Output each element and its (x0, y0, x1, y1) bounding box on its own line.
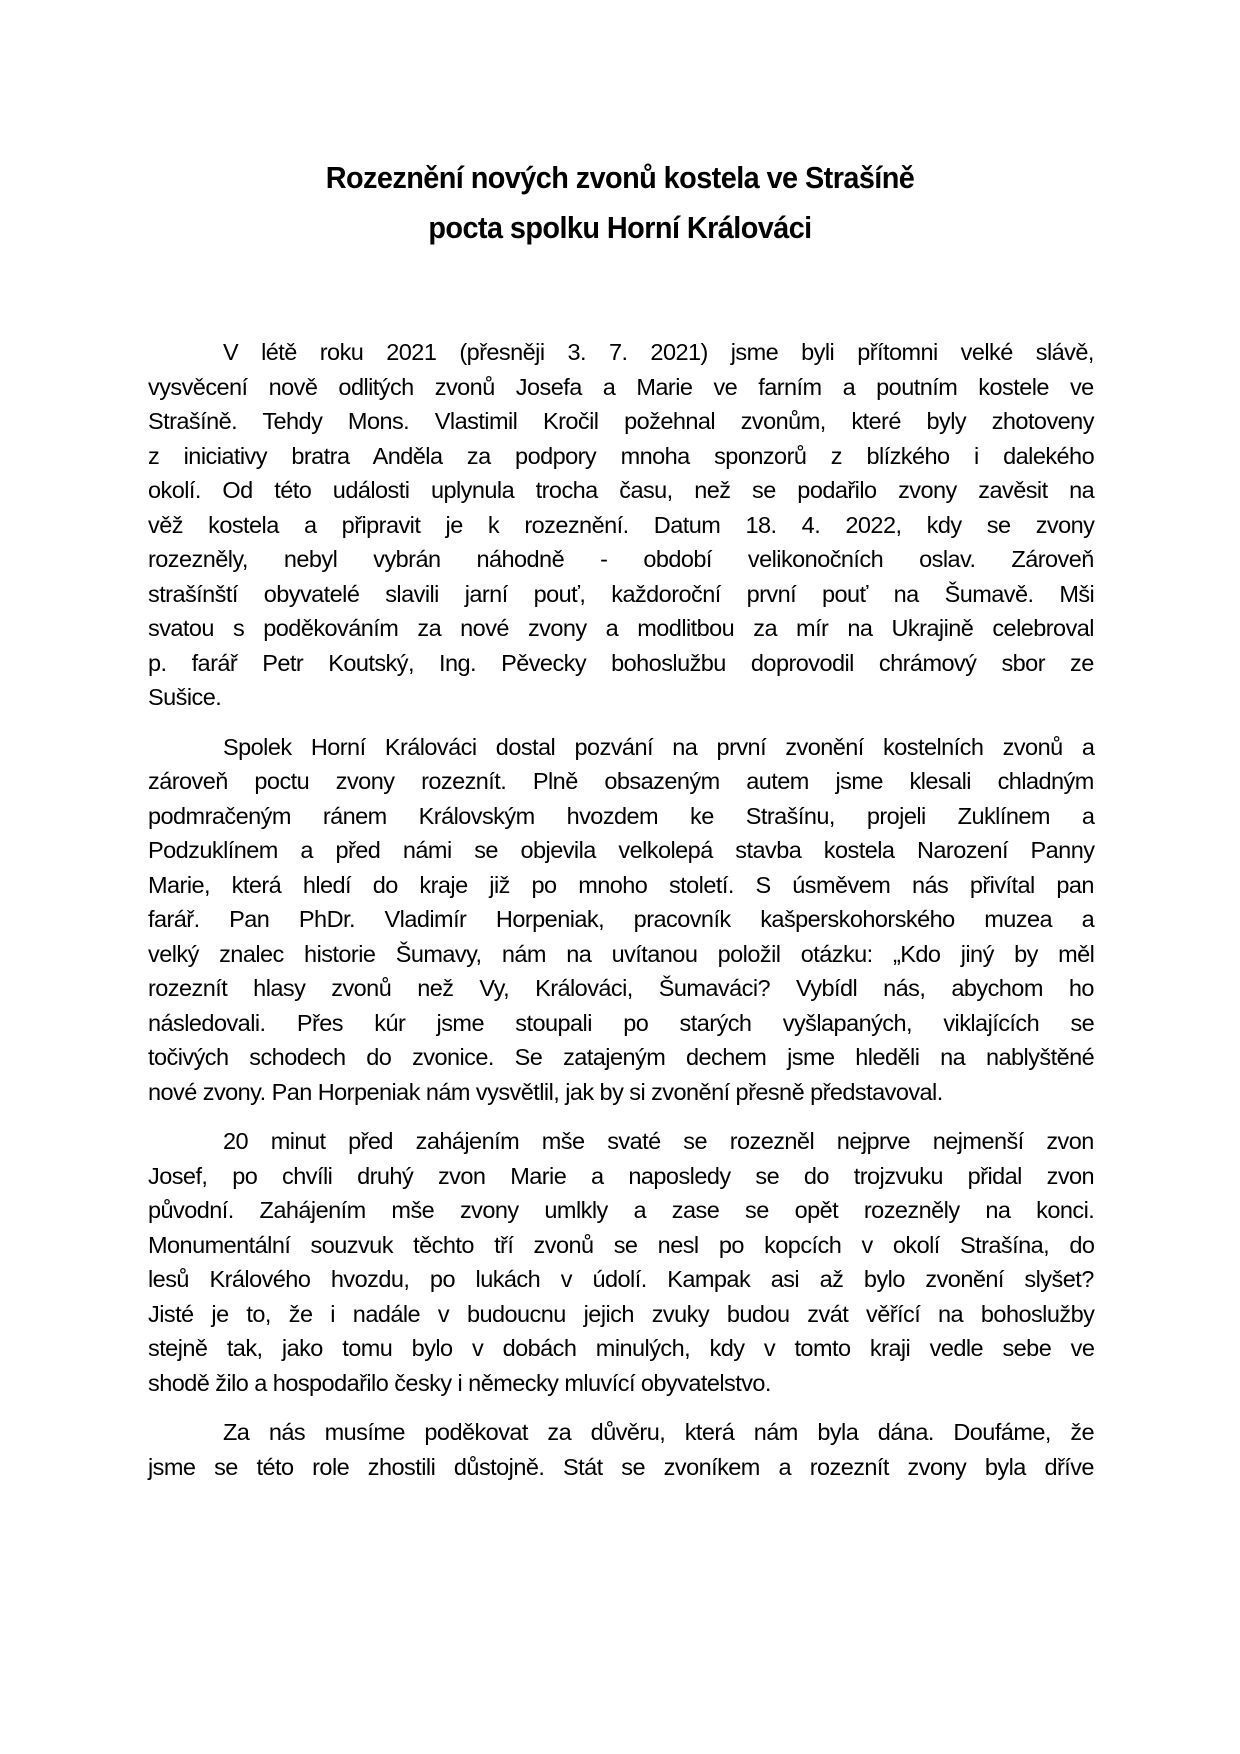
text-line-content: 20 minut před zahájením mše svaté se rozezněl nejprve nejmenší zvon (223, 1128, 1094, 1154)
text-line-content: strašínští obyvatelé slavili jarní pouť, každoroční první pouť na Šumavě. Mši (148, 580, 1095, 607)
text-line-content: zároveň poctu zvony rozeznít. Plně obsazeným autem jsme klesali chladným (148, 768, 1094, 794)
text-line-content: Sušice. (148, 684, 222, 710)
text-line-content: Jisté je to, že i nadále v budoucnu jejich zvuky budou zvát věřící na bohoslužby (148, 1300, 1095, 1327)
text-line-content: shodě žilo a hospodařilo česky i německy mluvící obyvatelstvo. (148, 1369, 771, 1396)
text-line (148, 1331, 1094, 1366)
document-subtitle: pocta spolku Horní Králováci (428, 210, 812, 245)
text-line (148, 937, 1094, 972)
text-line-content: Monumentální souzvuk těchto tří zvonů se nesl po kopcích v okolí Strašína, do (148, 1231, 1095, 1258)
text-line (148, 1006, 1094, 1041)
text-line (148, 902, 1094, 937)
paragraph (148, 730, 1094, 1110)
text-line-content: Za nás musíme poděkovat za důvěru, která nám byla dána. Doufáme, že (223, 1419, 1095, 1445)
text-line-content: velký znalec historie Šumavy, nám na uvítanou položil otázku: „Kdo jiný by měl (148, 940, 1095, 967)
text-line (148, 611, 1094, 646)
text-line-content: Marie, která hledí do kraje již po mnoho století. S úsměvem nás přivítal pan (148, 871, 1094, 898)
text-line (148, 971, 1094, 1006)
text-line (148, 335, 1094, 370)
text-line-content: vysvěcení nově odlitých zvonů Josefa a Marie ve farním a poutním kostele ve (148, 373, 1094, 400)
text-line-content: Podzuklínem a před námi se objevila velkolepá stavba kostela Narození Panny (148, 837, 1095, 863)
text-line (148, 1075, 1094, 1110)
text-line-content: z iniciativy bratra Anděla za podpory mnoha sponzorů z blízkého i dalekého (148, 442, 1095, 469)
text-line (148, 730, 1094, 765)
text-line (148, 799, 1094, 834)
text-line (148, 1450, 1094, 1485)
text-line-content: nové zvony. Pan Horpeniak nám vysvětlil, jak by si zvonění přesně představoval. (148, 1078, 943, 1105)
text-line-content: farář. Pan PhDr. Vladimír Horpeniak, pracovník kašperskohorského muzea a (148, 906, 1095, 932)
text-line-content: původní. Zahájením mše zvony umlkly a zase se opět rozezněly na konci. (148, 1197, 1095, 1223)
text-line-content: stejně tak, jako tomu bylo v dobách minulých, kdy v tomto kraji vedle sebe ve (148, 1335, 1095, 1361)
text-line-content: okolí. Od této události uplynula trocha času, než se podařilo zvony zavěsit na (148, 477, 1095, 503)
text-line-content: rozezněly, nebyl vybrán náhodně - období velikonočních oslav. Zároveň (148, 546, 1094, 572)
paragraph (148, 1415, 1094, 1484)
text-line (148, 1415, 1094, 1450)
text-line-content: rozeznít hlasy zvonů než Vy, Králováci, Šumaváci? Vybídl nás, abychom ho (148, 975, 1094, 1001)
text-line (148, 1124, 1094, 1159)
text-line-content: Josef, po chvíli druhý zvon Marie a naposledy se do trojzvuku přidal zvon (148, 1162, 1095, 1189)
text-line (148, 1193, 1094, 1228)
text-line-content: svatou s poděkováním za nové zvony a modlitbou za mír na Ukrajině celebroval (148, 615, 1094, 641)
text-line (148, 473, 1094, 508)
text-line (148, 1228, 1094, 1263)
text-line (148, 1040, 1094, 1075)
text-line-content: jsme se této role zhostili důstojně. Stát se zvoníkem a rozeznít zvony byla dříve (148, 1453, 1094, 1480)
paragraph (148, 1124, 1094, 1400)
text-line-content: věž kostela a připravit je k rozeznění. Datum 18. 4. 2022, kdy se zvony (148, 511, 1095, 538)
text-line (148, 833, 1094, 868)
text-line-content: p. farář Petr Koutský, Ing. Pěvecky bohoslužbu doprovodil chrámový sbor ze (148, 649, 1094, 676)
text-line-content: točivých schodech do zvonice. Se zatajeným dechem jsme hleděli na nablyštěné (148, 1044, 1095, 1070)
paragraph (148, 335, 1094, 715)
text-line-content: následovali. Přes kúr jsme stoupali po starých vyšlapaných, viklajících se (148, 1009, 1095, 1036)
text-line (148, 1159, 1094, 1194)
document-title: Rozeznění nových zvonů kostela ve Strašíně (325, 160, 915, 195)
text-line (148, 508, 1094, 543)
text-line (148, 646, 1094, 681)
text-line (148, 1297, 1094, 1332)
text-line (148, 439, 1094, 474)
text-line (148, 404, 1094, 439)
text-line-content: podmračeným ránem Královským hvozdem ke Strašínu, projeli Zuklínem a (148, 802, 1095, 829)
text-line (148, 1366, 1094, 1401)
text-line (148, 577, 1094, 612)
article-body (148, 335, 1094, 1499)
text-line (148, 764, 1094, 799)
text-line-content: V létě roku 2021 (přesněji 3. 7. 2021) jsme byli přítomni velké slávě, (223, 339, 1094, 365)
text-line (148, 370, 1094, 405)
text-line (148, 542, 1094, 577)
text-line-content: lesů Králového hvozdu, po lukách v údolí. Kampak asi až bylo zvonění slyšet? (148, 1266, 1094, 1292)
text-line (148, 868, 1094, 903)
text-line-content: Spolek Horní Králováci dostal pozvání na první zvonění kostelních zvonů a (223, 733, 1095, 760)
text-line-content: Strašíně. Tehdy Mons. Vlastimil Kročil požehnal zvonům, které byly zhotoveny (148, 408, 1094, 434)
text-line (148, 680, 1094, 715)
text-line (148, 1262, 1094, 1297)
